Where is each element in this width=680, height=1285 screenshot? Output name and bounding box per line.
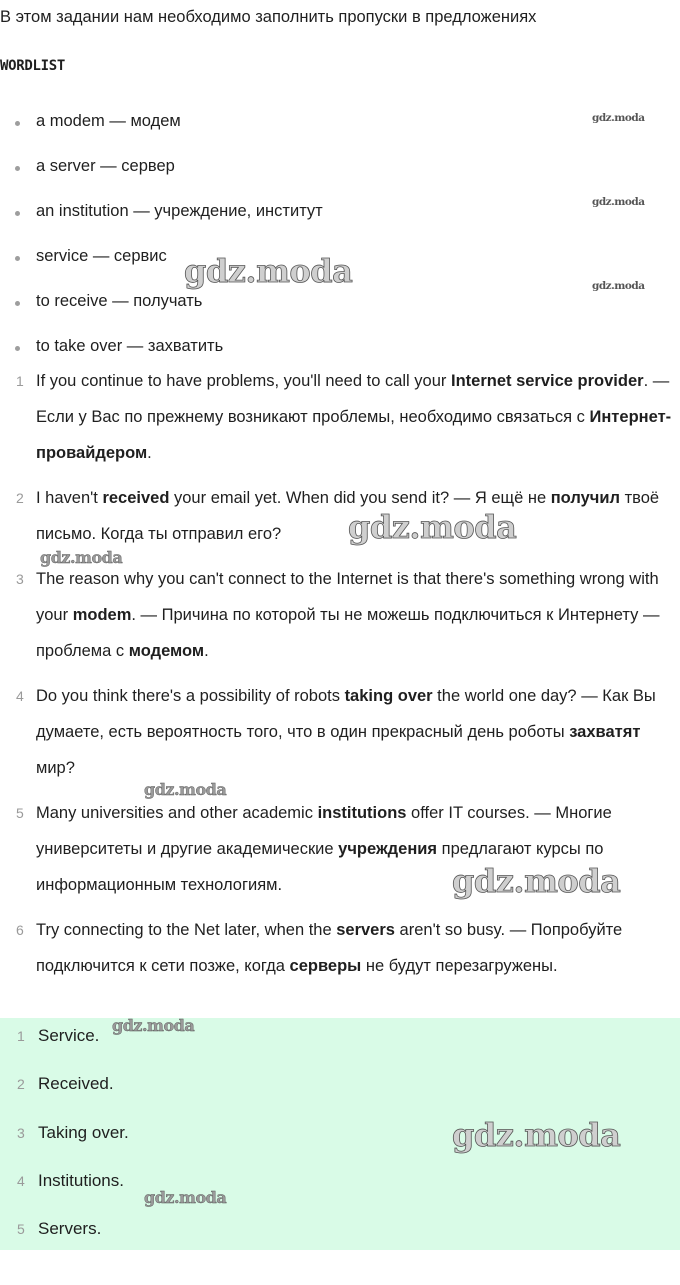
answer-text: Service. (38, 1026, 100, 1045)
exercise-item (0, 363, 680, 471)
answer-number: 2 (17, 1076, 25, 1092)
exercise-number: 6 (16, 922, 24, 938)
watermark: gdz.moda (184, 252, 353, 290)
answer-item (0, 1024, 680, 1054)
answer-text: Servers. (38, 1219, 102, 1238)
intro-text: В этом задании нам необходимо заполнить пропуски в предложениях (0, 8, 537, 26)
answer-number: 5 (17, 1221, 25, 1237)
answer-number: 4 (17, 1173, 25, 1189)
exercise-text: Many universities and other academic institutions offer IT courses. — Многие университеты и другие академические учреждения предлагают курсы по информационным технологиям. (36, 804, 612, 894)
watermark: gdz.moda (592, 280, 645, 292)
exercise-number: 5 (16, 805, 24, 821)
watermark: gdz.moda (348, 508, 517, 546)
watermark: gdz.moda (144, 780, 227, 799)
watermark: gdz.moda (452, 1116, 621, 1154)
exercise-number: 3 (16, 571, 24, 587)
exercise-text: Try connecting to the Net later, when the servers aren't so busy. — Попробуйте подключится к сети позже, когда серверы не будут перезагружены. (36, 921, 623, 975)
answer-item (0, 1072, 680, 1102)
watermark: gdz.moda (452, 862, 621, 900)
watermark: gdz.moda (144, 1188, 227, 1207)
bullet-icon (15, 256, 20, 261)
bullet-icon (15, 346, 20, 351)
bullet-icon (15, 211, 20, 216)
answer-text: Taking over. (38, 1123, 129, 1142)
watermark: gdz.moda (40, 548, 123, 567)
exercise-number: 2 (16, 490, 24, 506)
bullet-icon (15, 301, 20, 306)
exercise-text: I haven't received your email yet. When did you send it? — Я ещё не получил твоё письмо. Когда ты отправил его? (36, 489, 660, 543)
answer-number: 1 (17, 1028, 25, 1044)
exercise-text: The reason why you can't connect to the Internet is that there's something wrong with your modem. — Причина по которой ты не можешь подключиться к Интернету — проблема с модемом. (36, 570, 660, 660)
answer-item (0, 1217, 680, 1247)
exercise-item (0, 480, 680, 552)
exercise-item (0, 678, 680, 786)
answer-text: Received. (38, 1074, 114, 1093)
watermark: gdz.moda (112, 1016, 195, 1035)
exercise-item (0, 912, 680, 984)
bullet-icon (15, 166, 20, 171)
exercise-number: 4 (16, 688, 24, 704)
answer-number: 3 (17, 1125, 25, 1141)
exercise-text: Do you think there's a possibility of robots taking over the world one day? — Как Вы думаете, есть вероятность того, что в один прекрасный день роботы захватят мир? (36, 687, 656, 777)
exercise-number: 1 (16, 373, 24, 389)
exercise-text: If you continue to have problems, you'll need to call your Internet service provider. — Если у Вас по прежнему возникают проблемы, необходимо связаться с Интернет-провайдером. (36, 372, 672, 462)
answer-item (0, 1169, 680, 1199)
answer-text: Institutions. (38, 1171, 124, 1190)
wordlist-heading: WORDLIST (0, 58, 66, 74)
exercise-item (0, 561, 680, 669)
watermark: gdz.moda (592, 112, 645, 124)
watermark: gdz.moda (592, 196, 645, 208)
bullet-icon (15, 121, 20, 126)
